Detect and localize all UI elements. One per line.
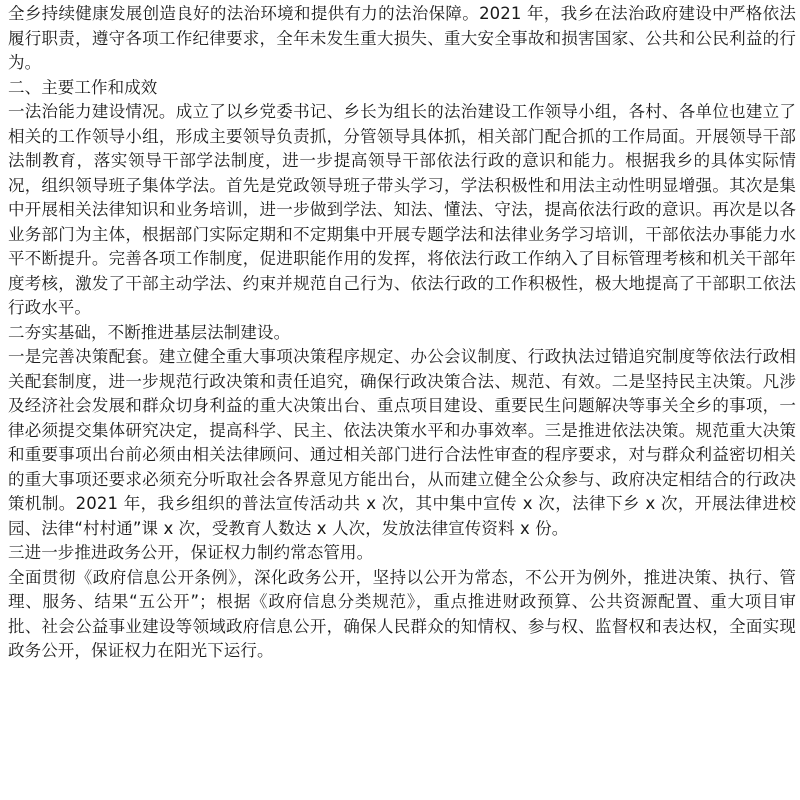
section-heading-main-work: 二、主要工作和成效	[8, 77, 158, 97]
subheading-government-affairs: 三进一步推进政务公开，保证权力制约常态管用。	[8, 543, 374, 562]
document-body	[8, 2, 796, 664]
paragraph-information-disclosure: 全面贯彻《政府信息公开条例》，深化政务公开，坚持以公开为常态，不公开为例外，推进决策、执行、管理、服务、结果“五公开”；根据《政府信息分类规范》，重点推进财政预算、公共资源配置、重大项目审批、社会公益事业建设等领域政府信息公开，确保人民群众的知情权、参与权、监督权和表达权，全面实现政务公开，保证权力在阳光下运行。	[8, 567, 796, 660]
paragraph-legal-capacity: 一法治能力建设情况。成立了以乡党委书记、乡长为组长的法治建设工作领导小组，各村、各单位也建立了相关的工作领导小组，形成主要领导负责抓，分管领导具体抓，相关部门配合抓的工作局面。开展领导干部法制教育，落实领导干部学法制度，进一步提高领导干部依法行政的意识和能力。根据我乡的具体实际情况，组织领导班子集体学法。首先是党政领导班子带头学习，学法积极性和用法主动性明显增强。其次是集中开展相关法律知识和业务培训，进一步做到学法、知法、懂法、守法，提高依法行政的意识。再次是以各业务部门为主体，根据部门实际定期和不定期集中开展专题学法和法律业务学习培训，干部依法办事能力水平不断提升。完善各项工作制度，促进职能作用的发挥，将依法行政工作纳入了目标管理考核和机关干部年度考核，激发了干部主动学法、约束并规范自己行为、依法行政的工作积极性，极大地提高了干部职工依法行政水平。	[8, 102, 796, 317]
paragraph-intro: 全乡持续健康发展创造良好的法治环境和提供有力的法治保障。2021 年，我乡在法治政府建设中严格依法履行职责，遵守各项工作纪律要求，全年未发生重大损失、重大安全事故和损害国家、公共和公民利益的行为。	[8, 4, 796, 72]
subheading-foundation: 二夯实基础，不断推进基层法制建设。	[8, 322, 291, 342]
paragraph-decision-making: 一是完善决策配套。建立健全重大事项决策程序规定、办公会议制度、行政执法过错追究制度等依法行政相关配套制度，进一步规范行政决策和责任追究，确保行政决策合法、规范、有效。二是坚持民主决策。凡涉及经济社会发展和群众切身利益的重大决策出台、重点项目建设、重要民生问题解决等事关全乡的事项，一律必须提交集体研究决定，提高科学、民主、依法决策水平和办事效率。三是推进依法决策。规范重大决策和重要事项出台前必须由相关法律顾问、通过相关部门进行合法性审查的程序要求，对与群众利益密切相关的重大事项还要求必须充分听取社会各界意见方能出台，从而建立健全公众参与、政府决定相结合的行政决策机制。2021 年，我乡组织的普法宣传活动共 x 次，其中集中宣传 x 次，法律下乡 x 次，开展法律进校园、法律“村村通”课 x 次，受教育人数达 x 人次，发放法律宣传资料 x 份。	[8, 347, 796, 538]
